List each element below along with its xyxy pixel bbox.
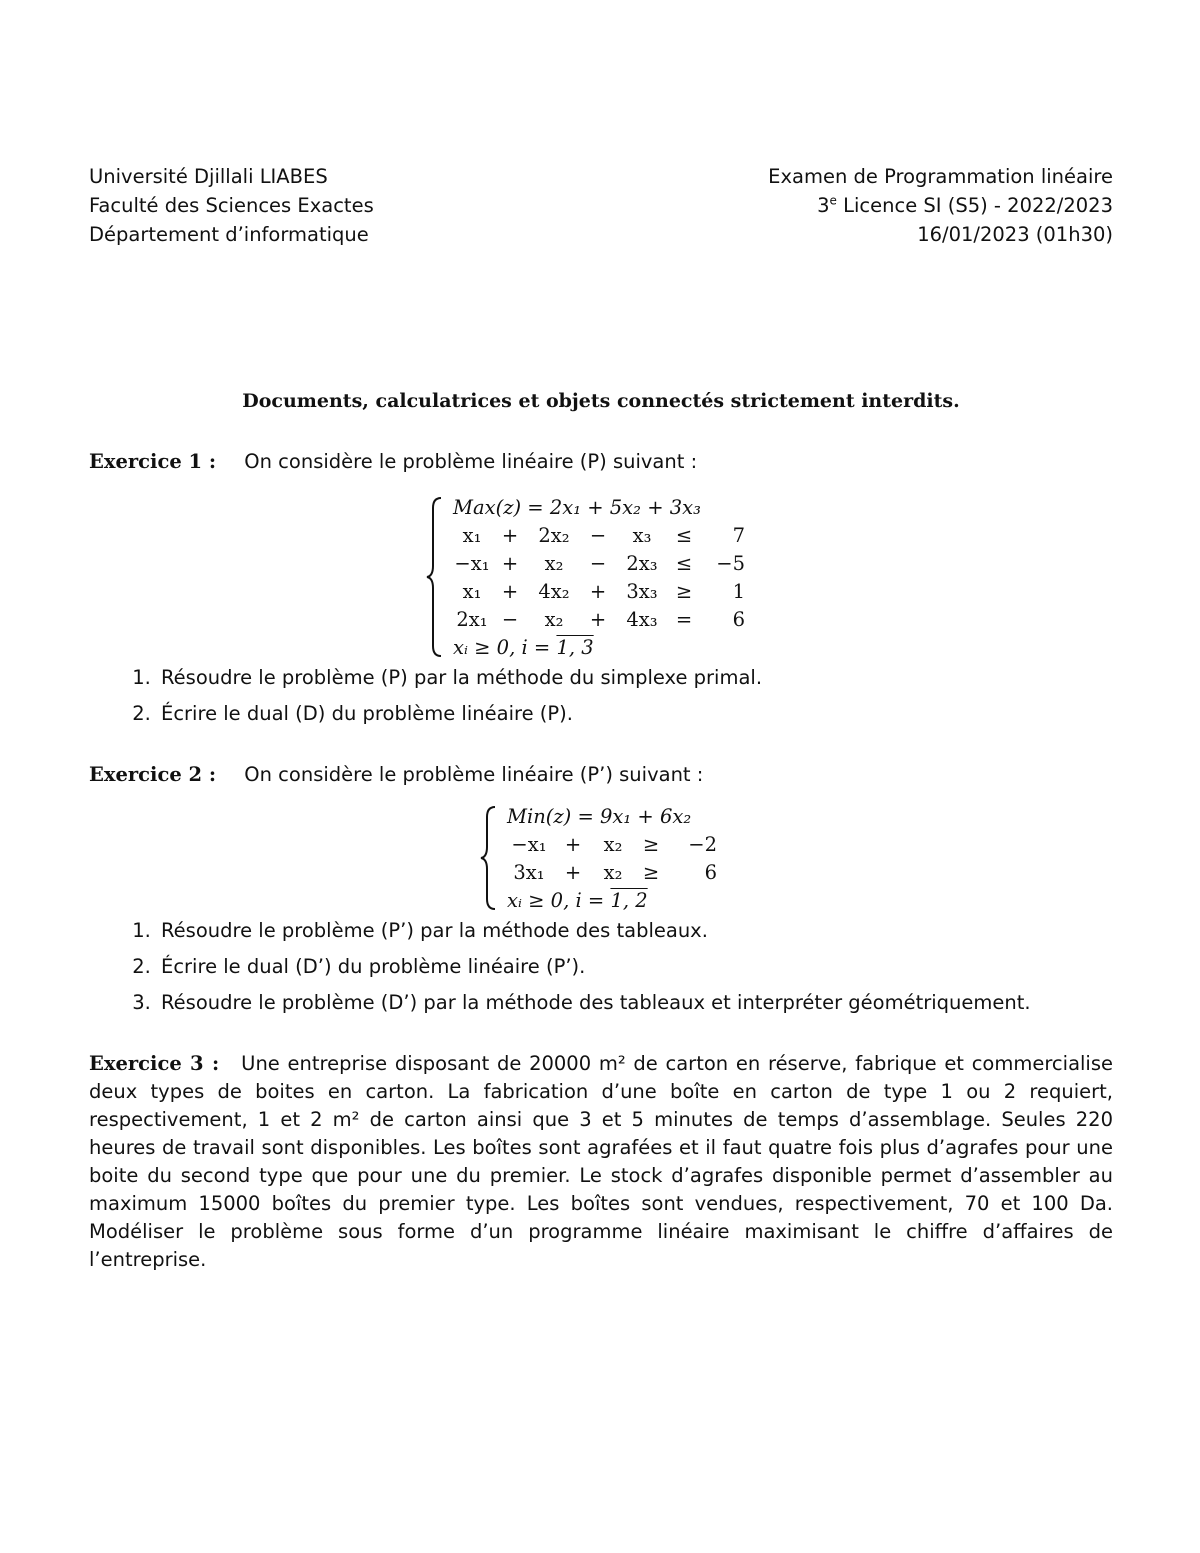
- relation: ≤: [675, 524, 693, 547]
- objective-p: Max(z) = 2x₁ + 5x₂ + 3x₃: [453, 496, 701, 519]
- exercise-3-text: Une entreprise disposant de 20000 m² de carton en réserve, fabrique et commercialise deux types de boites en carton. La fabrication d’une boîte en carton de type 1 ou 2 requiert, respectivement, 1 et 2 m² de carton ainsi que 3 et 5 minutes de temps d’assemblage. Seules 220 heures de travail sont disponibles. Les boîtes sont agrafées et il faut quatre fois plus d’agrafes pour une boite du second type que pour une du premier. Le stock d’agrafes disponible permet d’assembler au maximum 15000 boîtes du premier type. Les boîtes sont vendues, respectivement, 70 et 100 Da. Modéliser le problème sous forme d’un programme linéaire maximisant le chiffre d’affaires de l’entreprise.: [89, 1052, 1114, 1271]
- exercise-1-questions: [89, 664, 1113, 728]
- operator: +: [589, 580, 607, 603]
- exercise-1-intro: On considère le problème linéaire (P) suivant :: [244, 450, 698, 473]
- domain-prefix: xᵢ ≥ 0, i =: [453, 636, 557, 659]
- exam-title: Examen de Programmation linéaire: [768, 165, 1113, 188]
- constraint-row: [453, 522, 745, 550]
- relation: ≥: [675, 580, 693, 603]
- operator: +: [501, 580, 519, 603]
- domain-prefix: xᵢ ≥ 0, i =: [507, 889, 611, 912]
- exercise-3-title: Exercice 3 :: [89, 1052, 220, 1075]
- level-rest: Licence SI (S5) - 2022/2023: [836, 194, 1113, 217]
- operator: −: [589, 524, 607, 547]
- domain-p: [453, 634, 745, 662]
- exercise-2-heading: [89, 761, 1113, 789]
- term: x₂: [544, 608, 564, 631]
- rhs: −2: [688, 833, 717, 856]
- rhs: −5: [716, 552, 745, 575]
- term: x₃: [632, 524, 652, 547]
- university-name: Université Djillali LIABES: [89, 165, 328, 188]
- domain-range: 1, 3: [556, 636, 594, 659]
- question: 1. Résoudre le problème (P) par la méthode du simplexe primal.: [157, 664, 1113, 692]
- constraint-row: [507, 831, 717, 859]
- term: x₁: [462, 580, 482, 603]
- linear-system-p-prime: [479, 803, 1113, 913]
- operator: +: [501, 524, 519, 547]
- exam-level: [768, 192, 1113, 221]
- term: 4x₃: [626, 608, 658, 631]
- exercise-3-paragraph: [89, 1050, 1113, 1274]
- operator: +: [501, 552, 519, 575]
- rhs: 6: [704, 861, 717, 884]
- domain-p-prime: [507, 887, 717, 915]
- question: 1. Résoudre le problème (P’) par la méthode des tableaux.: [157, 917, 1113, 945]
- exam-info-block: [768, 163, 1113, 250]
- exercise-1-heading: [89, 448, 1113, 476]
- term: x₁: [462, 524, 482, 547]
- constraint-row: [453, 578, 745, 606]
- term: x₂: [603, 861, 623, 884]
- objective-p-prime: Min(z) = 9x₁ + 6x₂: [507, 805, 692, 828]
- term: 3x₃: [626, 580, 658, 603]
- left-brace-icon: [425, 494, 445, 660]
- exam-warning: Documents, calculatrices et objets connectés strictement interdits.: [242, 390, 960, 412]
- operator: +: [589, 608, 607, 631]
- exercise-2: [89, 761, 1113, 1017]
- relation: =: [675, 608, 693, 631]
- term: 3x₁: [513, 861, 545, 884]
- exercise-2-intro: On considère le problème linéaire (P’) suivant :: [244, 763, 704, 786]
- operator: +: [564, 861, 582, 884]
- exam-header: [89, 163, 1113, 250]
- exam-date: 16/01/2023 (01h30): [917, 223, 1113, 246]
- department-name: Département d’informatique: [89, 223, 369, 246]
- relation: ≤: [675, 552, 693, 575]
- term: 2x₁: [456, 608, 488, 631]
- rhs: 6: [732, 608, 745, 631]
- term: 2x₃: [626, 552, 658, 575]
- term: 4x₂: [538, 580, 570, 603]
- constraint-row: [453, 606, 745, 634]
- relation: ≥: [642, 833, 660, 856]
- level-suffix: e: [829, 193, 837, 208]
- exercise-1-title: Exercice 1 :: [89, 450, 217, 473]
- exercise-2-title: Exercice 2 :: [89, 763, 217, 786]
- relation: ≥: [642, 861, 660, 884]
- operator: −: [589, 552, 607, 575]
- rhs: 1: [732, 580, 745, 603]
- rhs: 7: [732, 524, 745, 547]
- system-p-prime-lines: [507, 803, 717, 915]
- linear-system-p: [425, 494, 1113, 660]
- system-p-lines: [453, 494, 745, 662]
- faculty-name: Faculté des Sciences Exactes: [89, 194, 374, 217]
- exercise-2-questions: [89, 917, 1113, 1017]
- exercise-1: [89, 448, 1113, 728]
- constraint-row: [453, 550, 745, 578]
- exercise-3: [89, 1050, 1113, 1274]
- operator: +: [564, 833, 582, 856]
- term: −x₁: [454, 552, 490, 575]
- term: x₂: [544, 552, 564, 575]
- exam-page: [89, 163, 1113, 1274]
- left-brace-icon: [479, 803, 499, 913]
- level-number: 3: [817, 194, 830, 217]
- term: −x₁: [511, 833, 547, 856]
- question: 2. Écrire le dual (D’) du problème linéaire (P’).: [157, 953, 1113, 981]
- question: 3. Résoudre le problème (D’) par la méthode des tableaux et interpréter géométriquement.: [157, 989, 1113, 1017]
- domain-range: 1, 2: [610, 889, 648, 912]
- term: 2x₂: [538, 524, 570, 547]
- institution-block: [89, 163, 374, 250]
- operator: −: [501, 608, 519, 631]
- constraint-row: [507, 859, 717, 887]
- question: 2. Écrire le dual (D) du problème linéaire (P).: [157, 700, 1113, 728]
- term: x₂: [603, 833, 623, 856]
